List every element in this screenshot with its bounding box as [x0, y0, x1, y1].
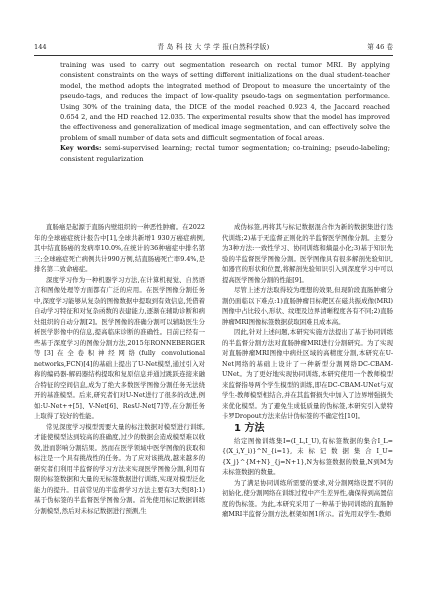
paragraph: 给定图像训练集I=(I_L,I_U),有标签数据的集合I_L={(X_i,Y_i)}^N_{i=1},未标记数据集合I_U={X_j}^{M+N}_{j=N+1},N为标签数据的数量,N到M为未标签数据的数量。: [222, 436, 393, 476]
section-heading: 1 方法: [234, 422, 265, 434]
english-abstract: [60, 60, 390, 164]
journal-title: 青 岛 科 技 大 学 学 报(自然科学版): [157, 43, 270, 51]
paragraph: 成伪标签,再将其与标记数据混合作为新的数据集进行迭代训练;2)基于无监督正则化的半监督医学图像分割。主要分为3种方法:一致性学习、协同训练和熵最小化;3)基于知识先验的半监督医学图像分割。医学图像具有很多解剖先验知识,如器官的形状和位置,将解剖先验知识引入到深度学习中可以提高医学图像分割的性能[9]。: [222, 223, 393, 284]
volume-label: 第 46 卷: [367, 43, 393, 51]
paragraph: 为了满足协同训练所需要的要求,对分割网络设置不同的初始化,使分割网络在训练过程中产生差异性,确保得到高置信度的伪标签。为此,本研究采用了一种基于协同训练的直肠肿瘤MRI半监督分割方法,框架如图1所示。首先用双学生-教师: [222, 478, 393, 518]
running-header: [34, 41, 393, 53]
paragraph: 常见深度学习模型需要大量的标注数据对模型进行训练,才能使模型达到较高的准确度,过少的数据会造成模型难以收敛,进而影响分割结果。然而在医学领域中医学图像的获取和标注是一个具有挑战性的任务。为了应对该挑战,越来越多的研究者们利用半监督的学习方法来实现医学图像分割,利用有限的标签数据和大量的无标签数据进行训练,实现对模型泛化能力的提升。目前常见的半监督学习方法主要有3大类[8]:1)基于伪标签的半监督医学图像分割。首先使用标记数据训练分割模型,然后对未标记数据进行预测,生: [34, 422, 205, 515]
paragraph: 深度学习作为一种机器学习方法,在计算机视觉、自然语言和图像处理等方面都有广泛的应用。在医学图像分割任务中,深度学习能够从复杂的图像数据中提取到有效信息,凭借着自动学习特征和对复杂函数的表建能力,逐渐在辅助诊断和病灶组织的自动分割[2]。医学图像的准确分割可以辅助医生分析医学影像中的信息,提高临床诊断的准确性。目前已经有一些基于深度学习的图像分割方法,2015年RONNEBERGER等[3]在全卷积神经网络(fully convolutional networks,FCN)[4]的基础上提出了U-Net模型,通过引入对称的编码器-解码器结构提取和复原信息并通过跳跃连接来融合特征的空间信息,成为了绝大多数医学图像分割任务无法绕开的基准模型。后来,研究者们对U-Net进行了很多的改进,例如:U-Net++[5]、V-Net[6]、ResU-Net[7]等,在分割任务上取得了较好的性能。: [34, 275, 205, 420]
paragraph: 因此,针对上述问题,本研究实施方法提出了基于协同训练的半监督分割方法对直肠肿瘤MRI进行分割研究。为了实现对直肠肿瘤MRI图像中病灶区域的高精度分割,本研究在U-Net网络的基础上设计了一种新型分割网络DC-CBAM-UNet。为了更好地实现协同训练,本研究使用一个教师模型来监督指导两个学生模型的训练,即在DC-CBAM-UNet与双学生-教师模型相结合,并在其监督损失中加入了边界增强损失来优化模型。为了避免生成低质量的伪标签,本研究引入蒙特卡罗Dropout方法来估计伪标签的不确定性[10]。: [222, 328, 393, 420]
keywords: [60, 143, 390, 164]
abstract-text: training was used to carry out segmentation research on rectal tumor MRI. By applying consistent constraints on the ways of setting different initializations on the dual student-teacher model, the method adopts the integrated method of Dropout to measure the uncertainty of the pseudo-tags, and reduces the impact of low-quality pseudo-tags on segmentation performance. Using 30% of the training data, the DICE of the model reached 0.923 4, the Jaccard reached 0.654 2, and the HD reached 12.035. The experimental results show that the model has improved the effectiveness and generalization of medical image segmentation, and can effectively solve the problem of small number of data sets and difficult segmentation of focal areas.: [60, 61, 390, 142]
keywords-label: Key words:: [60, 144, 102, 153]
keywords-text: semi-supervised learning; rectal tumor segmentation; co-training; pseudo-labeling; consistent regularization: [60, 144, 390, 163]
left-column: [34, 222, 205, 516]
page-number: 144: [34, 43, 47, 51]
paragraph: 尽管上述方法取得较为理想的效果,但现阶段直肠肿瘤分割仍面临以下难点:1)直肠肿瘤目标靶区在磁共振成像(MRI)图像中占比较小,形状、纹理及边界清晰程度各有不同;2)直肠肿瘤MRI图像标签数据获取困难且成本高。: [222, 286, 393, 326]
paragraph: 直肠癌是起源于直肠内壁组织的一种恶性肿瘤。在2022年的全球癌症统计报告中[1],全球共新增1 930万癌症病例,其中结直肠癌的发病率10.0%,在统计的36种癌症中排名第三;全球癌症死亡病例共计990万例,结直肠癌死亡率9.4%,是排名第二致命癌症。: [34, 223, 205, 273]
right-column: [222, 222, 393, 520]
header-rule: [34, 55, 393, 56]
